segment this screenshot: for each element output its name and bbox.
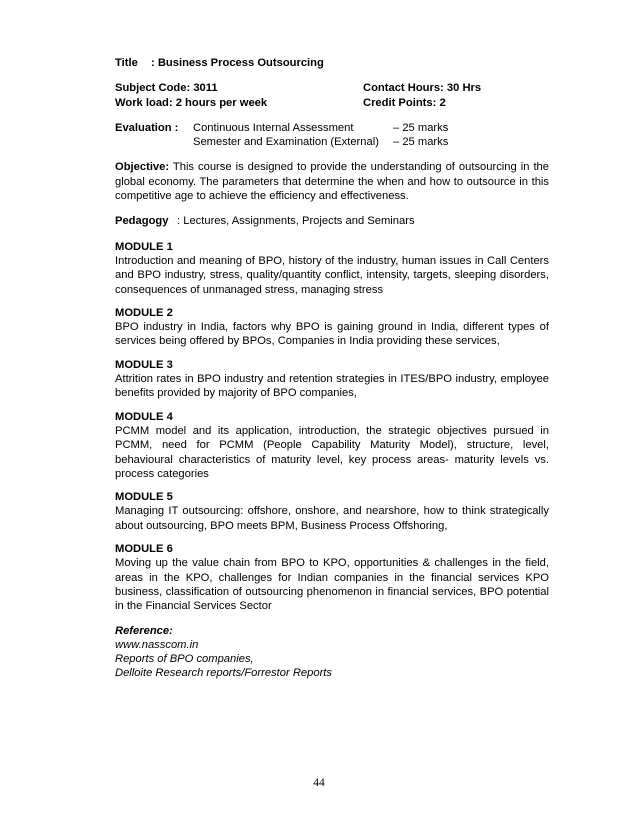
page-number: 44 (313, 777, 325, 789)
module-title: MODULE 5 (115, 491, 173, 504)
module-text: PCMM model and its application, introduction, the strategic objectives pursued in PCMM, need for PCMM (People Capability Maturity Model), structure, level, behavioural characteristics of maturity level, key process areas- maturity levels vs. process categories (115, 424, 549, 480)
module-text: Moving up the value chain from BPO to KPO, opportunities & challenges in the field, areas in the KPO, challenges for Indian companies in the financial services KPO business, classification of outsourcing phenomenon in financial services, BPO potential in the Financial Services Sector (115, 557, 549, 613)
module-title: MODULE 4 (115, 410, 173, 423)
evaluation-indent (115, 135, 193, 149)
module-text: BPO industry in India, factors why BPO is gaining ground in India, different types of services being offered by BPOs, Companies in India providing these services, (115, 321, 549, 348)
module-2 (115, 306, 549, 349)
title-label: Title (115, 57, 138, 69)
module-6 (115, 542, 549, 613)
pedagogy-label: Pedagogy (115, 215, 169, 228)
reference-line: Delloite Research reports/Forrestor Reports (115, 667, 332, 680)
module-3 (115, 358, 549, 401)
reference-line: www.nasscom.in (115, 638, 199, 651)
module-text: Attrition rates in BPO industry and retention strategies in ITES/BPO industry, employee benefits provided by majority of BPO companies, (115, 373, 549, 400)
evaluation-item-marks: – 25 marks (393, 136, 449, 149)
module-4 (115, 410, 549, 481)
pedagogy-row (115, 214, 549, 228)
evaluation-item-name: Semester and Examination (External) (193, 136, 379, 149)
subject-row (115, 81, 549, 95)
module-5 (115, 490, 549, 533)
evaluation-row-1 (115, 121, 549, 135)
reference-block (115, 624, 549, 681)
module-text: Managing IT outsourcing: offshore, onshore, and nearshore, how to think strategically about outsourcing, BPO meets BPM, Business Process Offshoring, (115, 505, 549, 532)
work-load: Work load: 2 hours per week (115, 96, 268, 109)
subject-code: Subject Code: 3011 (115, 82, 218, 95)
workload-row (115, 96, 549, 110)
evaluation-row-2 (115, 135, 549, 149)
course-title: : Business Process Outsourcing (151, 57, 324, 69)
evaluation-label: Evaluation : (115, 121, 179, 134)
evaluation-item-marks: – 25 marks (393, 121, 449, 134)
objective-paragraph (115, 160, 549, 203)
objective-text: This course is designed to provide the understanding of outsourcing in the global economy. The parameters that determine the when and how to outsource in this competitive age to achieve the efficiency and effectiveness. (115, 161, 549, 203)
document-body (115, 56, 549, 681)
evaluation-block (115, 121, 549, 150)
module-text: Introduction and meaning of BPO, history of the industry, human issues in Call Centers and BPO industry, stress, quality/quantity conflict, intensity, targets, sleeping disorders, consequences of unmanaged stress, managing stress (115, 254, 549, 296)
module-1 (115, 240, 549, 297)
contact-hours: Contact Hours: 30 Hrs (363, 82, 482, 95)
evaluation-item-name: Continuous Internal Assessment (193, 121, 354, 134)
objective-label: Objective: (115, 161, 170, 174)
reference-line: Reports of BPO companies, (115, 653, 254, 666)
pedagogy-text: : Lectures, Assignments, Projects and Seminars (177, 215, 415, 228)
credit-points: Credit Points: 2 (363, 96, 446, 109)
module-title: MODULE 2 (115, 306, 173, 319)
reference-label: Reference: (115, 624, 173, 637)
course-title-row (115, 56, 549, 70)
module-title: MODULE 6 (115, 543, 173, 556)
module-title: MODULE 3 (115, 358, 173, 371)
module-title: MODULE 1 (115, 240, 173, 253)
